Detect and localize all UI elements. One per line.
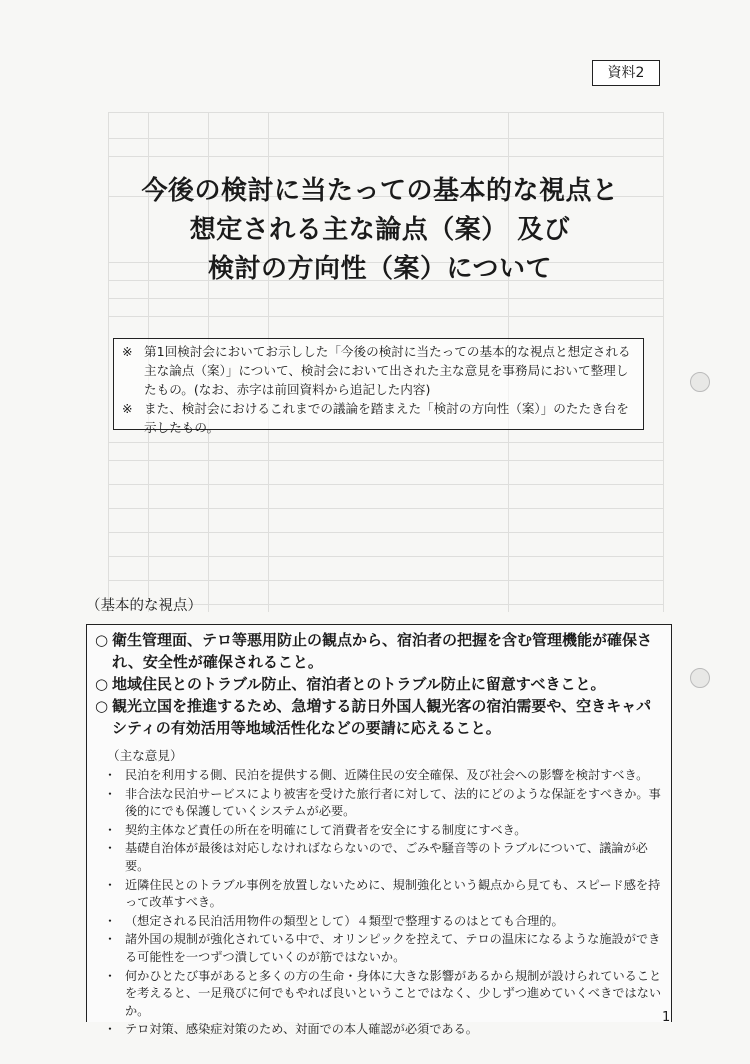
page-title: [60, 172, 700, 289]
circle-mark: ○: [95, 697, 109, 715]
opinions-heading: （主な意見）: [107, 748, 183, 763]
title-line-1: 今後の検討に当たっての基本的な視点と: [141, 176, 619, 206]
reference-mark: ※: [122, 344, 133, 359]
basic-viewpoints-box: [86, 624, 672, 1037]
list-item: ・ 近隣住民とのトラブル事例を放置しないために、規制強化という観点から見ても、スピード感を持って改革すべき。: [95, 877, 665, 912]
bullet: ・: [103, 768, 117, 782]
list-item: ・ 諸外国の規制が強化されている中で、オリンピックを控えて、テロの温床になるような施設ができる可能性を一つずつ潰していくのが筋ではないか。: [95, 931, 665, 966]
list-item: ・ 何かひとたび事があると多くの方の生命・身体に大きな影響があるから規制が設けられていることを考えると、一足飛びに何でもやれば良いということではなく、少しずつ進めていくべきではないか。: [95, 968, 665, 1021]
notice-box: [113, 338, 644, 435]
list-item: ・ （想定される民泊活用物件の類型として）４類型で整理するのはとても合理的。: [95, 913, 665, 931]
opinions-list: [95, 767, 665, 1039]
viewpoint-item: [95, 695, 665, 739]
punch-hole-icon: [690, 668, 710, 688]
bullet: ・: [103, 913, 117, 928]
notice-text: また、検討会におけるこれまでの議論を踏まえた「検討の方向性（案）」のたたき台を示したもの。: [144, 401, 629, 435]
punch-hole-icon: [690, 372, 710, 392]
notice-item: [122, 342, 635, 399]
circle-mark: ○: [95, 631, 109, 649]
bullet: ・: [103, 932, 117, 947]
list-item: ・ 民泊を利用する側、民泊を提供する側、近隣住民の安全確保、及び社会への影響を検討すべき。: [95, 767, 665, 785]
list-item: ・ 基礎自治体が最後は対応しなければならないので、ごみや騒音等のトラブルについて、議論が必要。: [95, 840, 665, 875]
list-item: ・ テロ対策、感染症対策のため、対面での本人確認が必須である。: [95, 1021, 665, 1039]
circle-mark: ○: [95, 675, 109, 693]
viewpoint-item: [95, 673, 665, 695]
notice-text: 第1回検討会においてお示しした「今後の検討に当たっての基本的な視点と想定される主な論点（案）」について、検討会において出された主な意見を事務局において整理したもの。(なお、赤字は前回資料から追記した内容): [144, 344, 631, 397]
bullet: ・: [103, 786, 117, 801]
viewpoint-text: 衛生管理面、テロ等悪用防止の観点から、宿泊者の把握を含む管理機能が確保され、安全性が確保されること。: [112, 631, 653, 671]
viewpoint-text: 観光立国を推進するため、急増する訪日外国人観光客の宿泊需要や、空きキャパシティの有効活用等地域活性化などの要請に応えること。: [112, 697, 652, 737]
title-line-2: 想定される主な論点（案） 及び: [189, 215, 571, 245]
bullet: ・: [103, 968, 117, 983]
list-item: ・ 非合法な民泊サービスにより被害を受けた旅行者に対して、法的にどのような保証をすべきか。事後的にでも保護していくシステムが必要。: [95, 786, 665, 821]
bullet: ・: [103, 822, 117, 837]
notice-item: [122, 399, 635, 437]
title-line-3: 検討の方向性（案）について: [208, 254, 552, 284]
list-item: ・ 契約主体など責任の所在を明確にして消費者を安全にする制度にすべき。: [95, 822, 665, 840]
reference-mark: ※: [122, 401, 133, 416]
viewpoint-item: [95, 629, 665, 673]
bullet: ・: [103, 1022, 117, 1037]
viewpoint-text: 地域住民とのトラブル防止、宿泊者とのトラブル防止に留意すべきこと。: [112, 675, 606, 693]
bullet: ・: [103, 841, 117, 856]
document-number-tag: 資料2: [592, 60, 660, 86]
section-heading: （基本的な視点）: [86, 598, 202, 614]
bullet: ・: [103, 877, 117, 892]
page-number: 1: [662, 1010, 671, 1025]
